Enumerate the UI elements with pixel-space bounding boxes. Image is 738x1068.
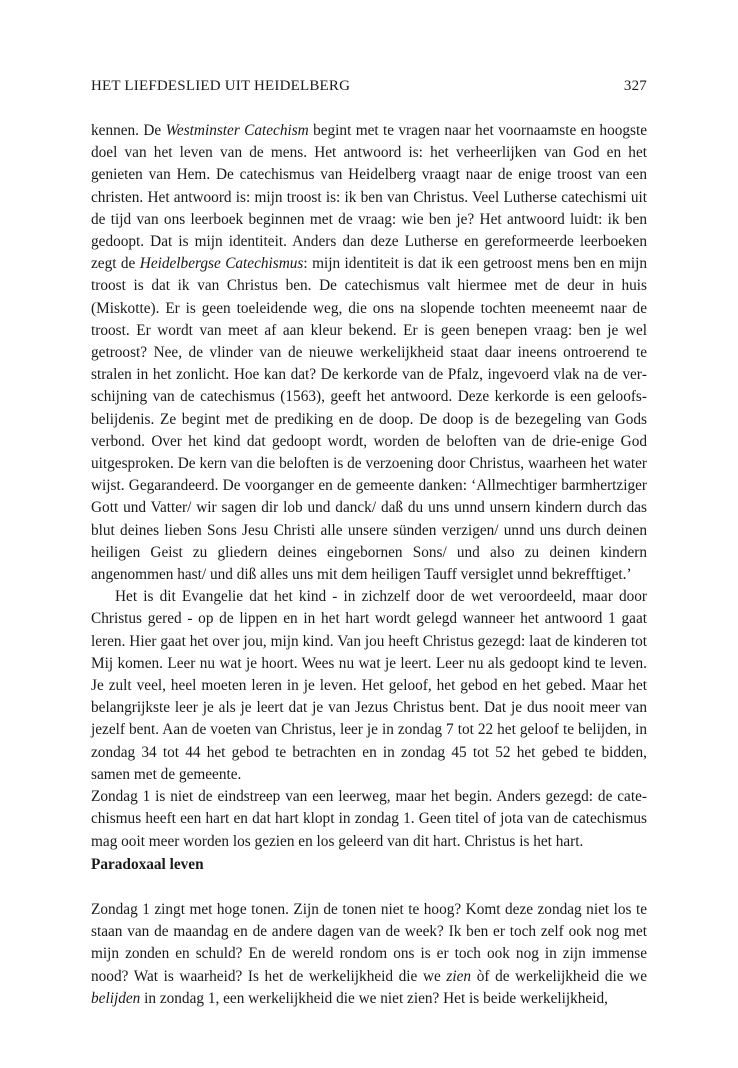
paragraph bbox=[91, 120, 647, 586]
italic-text: Westminster Catechism bbox=[165, 122, 309, 139]
text-run: Zondag 1 zingt met hoge tonen. Zijn de tonen niet te hoog? Komt deze zondag niet los te staan van de maandag en de andere dagen van de week? Ik ben er toch zelf ook nog met mijn zonden en schuld? En de wereld rondom ons is er toch ook nog in zijn immense nood? Wat is waarheid? Is het de werkelijkheid die we bbox=[91, 901, 647, 985]
italic-text: zien bbox=[446, 967, 472, 985]
paragraph bbox=[91, 586, 647, 786]
paragraph bbox=[91, 786, 647, 853]
text-run: Het is dit Evangelie dat het kind - in zichzelf door de wet veroordeeld, maar door Christus gered - op de lippen en in het hart wordt gelegd wanneer het antwoord 1 gaat leren. Hier gaat het over jou, mijn kind. Van jou heeft Christus gezegd: laat de kinderen tot Mij komen. Leer nu wat je hoort. Wees nu wat je leert. Leer nu als gedoopt kind te leven. Je zult veel, heel moeten leren in je leven. Het geloof, het gebod en het gebed. Maar het belangrijkste leer je als je leert dat je van Jezus Christus bent. Dat je dus nooit meer van jezelf bent. Aan de voeten van Christus, leer je in zondag 7 tot 22 het geloof te belijden, in zondag 34 tot 44 het gebod te betrachten en in zondag 45 tot 52 het gebed te bidden, samen met de gemeente. bbox=[91, 588, 647, 783]
italic-text: Heidelbergse Catechismus bbox=[139, 255, 304, 273]
text-run: begint met te vragen naar het voornaamste en hoogste doel van het leven van de mens. Het antwoord is: het verheerlijken van God en het genieten van Hem. De catechismus van Heidelberg vraagt naar de enige troost van een christen. Het antwoord is: mijn troost is: ik ben van Christus. Veel Lutherse catechismi uit de tijd van ons leerboek beginnen met de vraag: wie ben je? Het antwoord luidt: ik ben gedoopt. Dat is mijn identiteit. Anders dan deze Lutherse en gereformeerde leerboeken zegt de bbox=[91, 122, 648, 273]
page-number: 327 bbox=[623, 78, 647, 94]
text-run: òf de werkelijkheid die we bbox=[471, 967, 647, 985]
running-head bbox=[91, 78, 647, 95]
text-run: Zondag 1 is niet de eindstreep van een leerweg, maar het begin. Anders gezegd: de catechismus heeft een hart en dat hart klopt in zondag 1. Geen titel of jota van de catechismus mag ooit meer worden los gezien en los geleerd van dit hart. Christus is het hart. bbox=[91, 788, 647, 850]
italic-text: belijden bbox=[91, 989, 141, 1007]
text-run: kennen. De bbox=[91, 122, 166, 139]
section-body bbox=[91, 899, 647, 1010]
text-run: in zondag 1, een werkelijkheid die we niet zien? Het is beide werkelijkheid, bbox=[140, 989, 608, 1007]
body-text bbox=[91, 120, 647, 853]
section-heading: Paradoxaal leven bbox=[91, 856, 204, 873]
text-run: : mijn identiteit is dat ik een getroost mens ben en mijn troost is dat ik van Christus ben. De catechismus valt hiermee met de deur in huis (Miskotte). Er is geen toeleidende weg, die ons na slopende tochten meeneemt naar de troost. Er wordt van meet af aan kleur bekend. Er is geen benepen vraag: ben je wel getroost? Nee, de vlinder van de nieuwe werkelijkheid staat daar ineens ontroerend te stralen in het zonlicht. Hoe kan dat? De kerkorde van de Pfalz, ingevoerd vlak na de verschijning van de catechismus (1563), geeft het antwoord. Deze kerkorde is een geloofsbelijdenis. Ze begint met de prediking en de doop. De doop is de bezegeling van Gods verbond. Over het kind dat gedoopt wordt, worden de beloften van de drie-enige God uitgesproken. De kern van die beloften is de verzoening door Christus, waarheen het water wijst. Gegarandeerd. De voorganger en de gemeente danken: ‘Allmechtiger barmhertziger Gott und Vatter/ wir sagen dir lob und danck/ daß du uns unnd unsern kindern durch das blut deines lieben Sons Jesu Christi alle unsere sünden verzigen/ unnd uns durch deinen heiligen Geist zu gliedern deines eingebornen Sons/ und also zu deinen kindern angenommen hast/ und diß alles uns mit dem heiligen Tauff versiglet unnd bekrefftiget.’ bbox=[91, 255, 647, 584]
paragraph bbox=[91, 899, 647, 1010]
running-head-title: HET LIEFDESLIED UIT HEIDELBERG bbox=[91, 78, 351, 94]
